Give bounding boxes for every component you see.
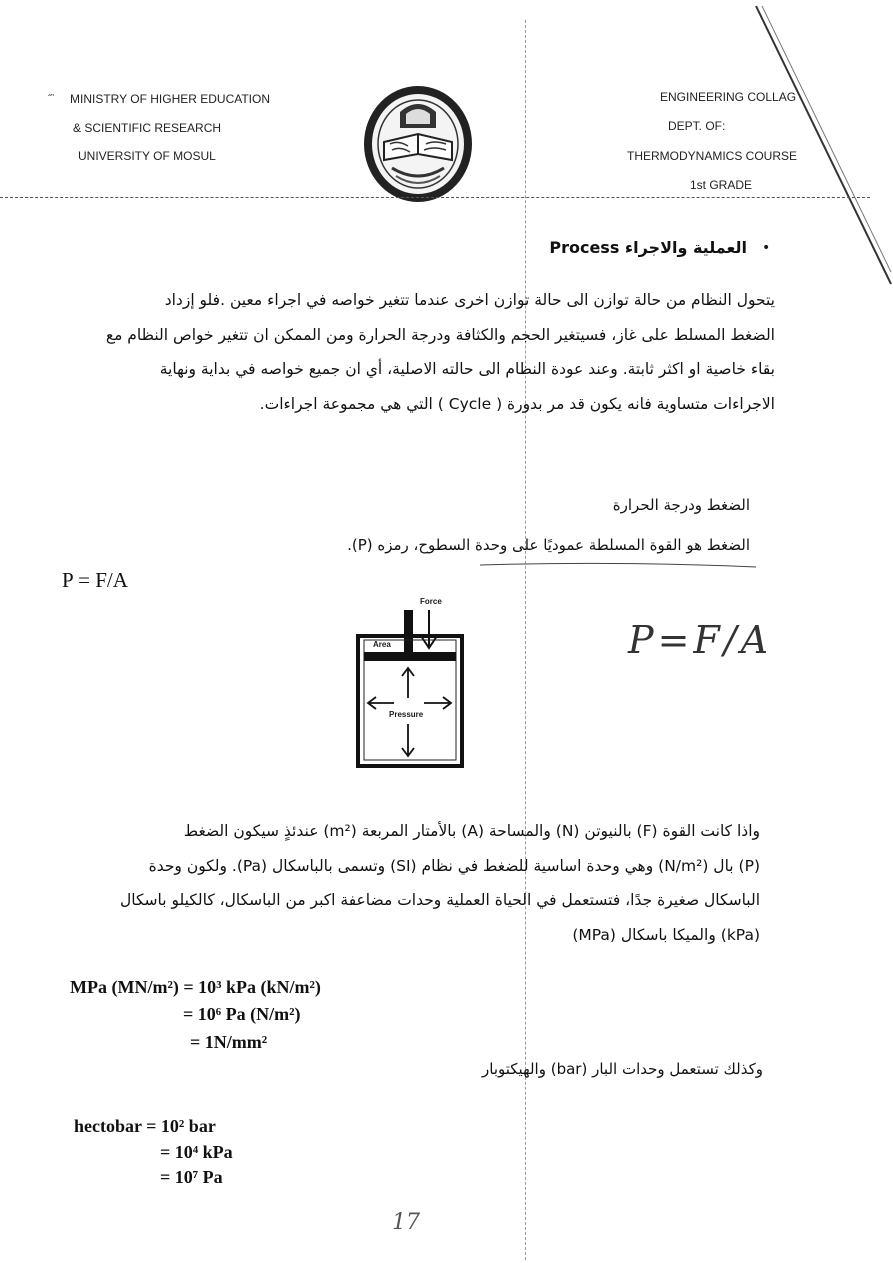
mpa-equation-1: MPa (MN/m²) = 10³ kPa (kN/m²) — [70, 977, 321, 997]
header-university: UNIVERSITY OF MOSUL — [78, 149, 216, 163]
header-scientific-research: & SCIENTIFIC RESEARCH — [73, 121, 222, 135]
units-line-3: الباسكال صغيرة جدًا، فتستعمل في الحياة العملية وحدات مضاعفة اكبر من الباسكال، كالكيلو باسكال — [120, 891, 760, 909]
units-line-2: (P) بال (N/m²) وهي وحدة اساسية للضغط في نظام (SI) وتسمى بالباسكال (Pa). ولكون وحدة — [148, 856, 760, 875]
pressure-formula: P = F/A — [62, 568, 128, 592]
header-course: THERMODYNAMICS COURSE — [627, 149, 798, 163]
section-title-process: العملية والاجراء Process — [549, 238, 747, 257]
header-engineering-college: ENGINEERING COLLAG — [660, 90, 797, 104]
underline-stroke — [478, 558, 760, 570]
process-line-2: الضغط المسلط على غاز، فسيتغير الحجم والكثافة ودرجة الحرارة ومن الممكن ان تتغير خواص النظام مع — [105, 325, 775, 344]
page-number: 17 — [392, 1210, 420, 1235]
force-label: Force — [420, 597, 442, 606]
university-seal — [362, 84, 474, 204]
process-line-1: يتحول النظام من حالة توازن الى حالة توازن اخرى عندما تتغير خواصه في اجراء معين .فلو إزداد — [164, 291, 775, 309]
units-line-4: (kPa) والميكا باسكال (MPa) — [572, 925, 760, 944]
units-line-1: واذا كانت القوة (F) بالنيوتن (N) والمساحة (A) بالأمتار المربعة (m²) عندئذٍ سيكون الضغط — [183, 822, 760, 840]
section-bullet: • — [762, 240, 771, 256]
bar-sentence: وكذلك تستعمل وحدات البار (bar) والهيكتوبار — [482, 1060, 763, 1078]
header-corner-mark: ˝˙ — [48, 92, 56, 106]
process-line-3: بقاء خاصية او اكثر ثابتة. وعند عودة النظام الى حالته الاصلية، أي ان جميع خواصه في بداية ونهاية — [159, 360, 775, 378]
header-ministry: MINISTRY OF HIGHER EDUCATION — [70, 92, 271, 106]
header-separator — [0, 197, 870, 198]
process-paragraph — [50, 283, 775, 421]
header-dept: DEPT. OF: — [668, 119, 726, 133]
mpa-equation-3: = 1N/mm² — [190, 1032, 268, 1052]
hectobar-equation-2: = 10⁴ kPa — [160, 1142, 233, 1162]
pressure-label: Pressure — [389, 710, 424, 719]
pressure-heading: الضغط ودرجة الحرارة — [612, 496, 750, 514]
hectobar-equation-1: hectobar = 10² bar — [74, 1116, 216, 1136]
pressure-definition: الضغط هو القوة المسلطة عموديًا على وحدة السطوح، رمزه (P). — [347, 536, 750, 554]
process-line-4: الاجراءات متساوية فانه يكون قد مر بدورة ( Cycle ) التي هي مجموعة اجراءات. — [259, 394, 775, 413]
hectobar-equation-3: = 10⁷ Pa — [160, 1167, 223, 1187]
area-label: Area — [373, 640, 391, 649]
handwritten-formula: P=F/A — [628, 618, 773, 662]
header-grade: 1st GRADE — [690, 178, 753, 192]
piston-cylinder-diagram — [354, 606, 474, 772]
units-paragraph — [58, 814, 760, 952]
mpa-equation-2: = 10⁶ Pa (N/m²) — [183, 1004, 301, 1024]
